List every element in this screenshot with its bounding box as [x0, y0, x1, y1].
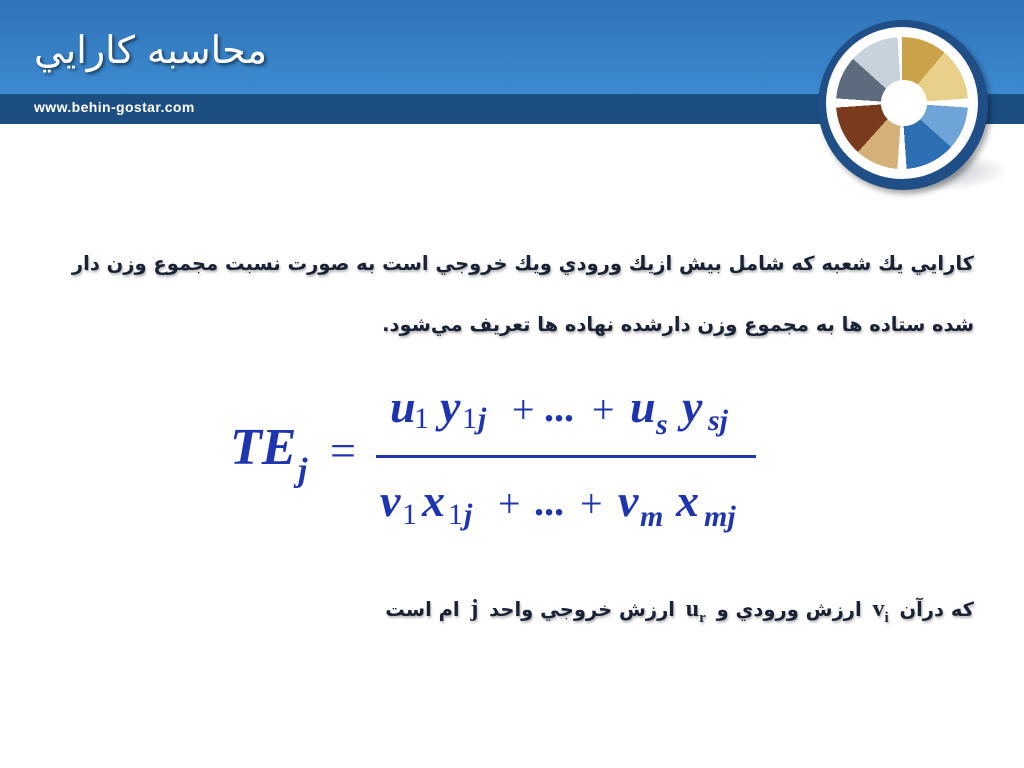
- num-ys-sub: sj: [708, 404, 729, 437]
- fraction-bar: [376, 455, 756, 458]
- site-url: www.behin-gostar.com: [34, 99, 195, 115]
- num-us-sub: s: [656, 408, 668, 441]
- body-line-2: شده ستاده ها به مجموع وزن دارشده نهاده ها تعريف مي‌شود.: [382, 313, 974, 336]
- legend-part-2: ارزش ورودي و: [716, 598, 862, 621]
- num-plus-1: +: [512, 387, 535, 432]
- formula-lhs: TE: [230, 419, 297, 476]
- den-v: v: [380, 475, 401, 526]
- den-vm: v: [618, 475, 639, 526]
- formula-equals: =: [330, 425, 356, 476]
- legend-ur-base: u: [685, 596, 700, 622]
- num-u: u: [390, 381, 416, 432]
- legend-part-4: ام است: [385, 598, 460, 621]
- den-plus-1: +: [498, 481, 521, 526]
- den-xm-sub: mj: [704, 500, 736, 533]
- legend-part-1: كه درآن: [899, 598, 974, 621]
- num-y: y: [440, 381, 461, 432]
- num-y-sub-1: 1: [462, 402, 477, 435]
- legend-ur: [685, 596, 706, 626]
- den-vm-sub: m: [640, 500, 664, 533]
- formula-lhs-sub: j: [298, 452, 308, 489]
- num-u-sub: 1: [414, 402, 429, 435]
- den-x: x: [422, 475, 445, 526]
- legend-part-3: ارزش خروجي واحد: [489, 598, 675, 621]
- legend-vi-base: v: [872, 596, 885, 622]
- den-x-sub-j: j: [464, 498, 473, 531]
- den-plus-2: +: [580, 481, 603, 526]
- body-line-1: كارايي يك شعبه كه شامل بيش ازيك ورودي ويك خروجي است به صورت نسبت مجموع وزن دار: [71, 252, 974, 275]
- logo-center-hole: [881, 80, 927, 126]
- legend-vi-sub: i: [884, 609, 889, 626]
- den-dots: ...: [534, 479, 564, 524]
- variable-legend: [385, 596, 974, 627]
- num-us: u: [630, 381, 656, 432]
- num-dots: ...: [544, 385, 574, 430]
- den-v-sub: 1: [402, 498, 417, 531]
- den-xm: x: [676, 475, 699, 526]
- num-plus-2: +: [592, 387, 615, 432]
- legend-ur-sub: r: [699, 609, 706, 626]
- den-x-sub-1: 1: [448, 498, 463, 531]
- slide-title: محاسبه كارايي: [34, 28, 268, 72]
- legend-vi: [872, 596, 889, 626]
- num-ys: y: [682, 381, 703, 432]
- legend-j: j: [470, 596, 479, 622]
- num-y-sub-j: j: [478, 402, 487, 435]
